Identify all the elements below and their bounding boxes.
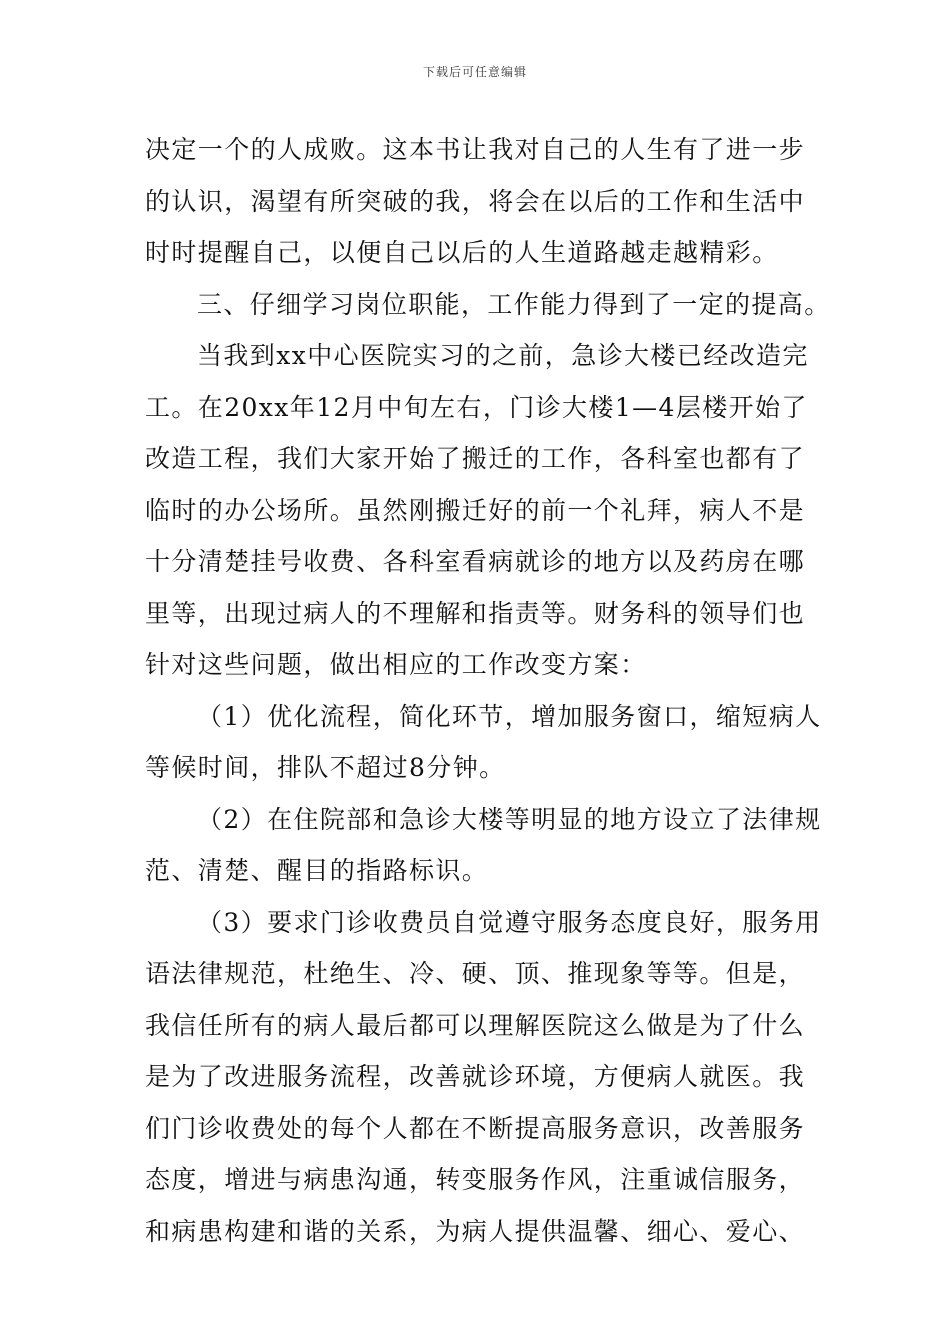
text-line: 里等，出现过病人的不理解和指责等。财务科的领导们也	[145, 598, 806, 628]
page-header: 下载后可任意编辑	[422, 65, 527, 79]
text-line: 的认识，渴望有所突破的我，将会在以后的工作和生活中	[145, 186, 806, 216]
text-line: 工。在20xx年12月中旬左右，门诊大楼1—4层楼开始了	[145, 392, 808, 422]
text-line: （3）要求门诊收费员自觉遵守服务态度良好，服务用	[197, 907, 822, 937]
text-line: 针对这些问题，做出相应的工作改变方案：	[145, 650, 647, 679]
text-line: 当我到xx中心医院实习的之前，急诊大楼已经改造完	[197, 341, 809, 370]
text-line: 三、仔细学习岗位职能，工作能力得到了一定的提高。	[197, 289, 831, 319]
text-line: 语法律规范，杜绝生、冷、硬、顶、推现象等等。但是，	[145, 959, 806, 988]
text-line: 范、清楚、醒目的指路标识。	[145, 856, 489, 885]
text-line: 十分清楚挂号收费、各科室看病就诊的地方以及药房在哪	[145, 547, 806, 576]
text-line: 们门诊收费处的每个人都在不断提高服务意识，改善服务	[145, 1113, 806, 1143]
text-line: 我信任所有的病人最后都可以理解医院这么做是为了什么	[145, 1010, 806, 1040]
document-body	[145, 124, 831, 1257]
text-line: 和病患构建和谐的关系，为病人提供温馨、细心、爱心、	[145, 1216, 806, 1246]
text-line: 是为了改进服务流程，改善就诊环境，方便病人就医。我	[145, 1062, 806, 1091]
text-line: （2）在住院部和急诊大楼等明显的地方设立了法律规	[197, 804, 822, 834]
text-line: 态度，增进与病患沟通，转变服务作风，注重诚信服务，	[145, 1165, 806, 1194]
text-line: 改造工程，我们大家开始了搬迁的工作，各科室也都有了	[145, 444, 806, 473]
text-line: （1）优化流程，简化环节，增加服务窗口，缩短病人	[197, 701, 822, 731]
text-line: 决定一个的人成败。这本书让我对自己的人生有了进一步	[145, 135, 806, 164]
text-line: 时时提醒自己，以便自己以后的人生道路越走越精彩。	[145, 238, 779, 267]
text-line: 等候时间，排队不超过8分钟。	[145, 753, 506, 782]
text-line: 临时的办公场所。虽然刚搬迁好的前一个礼拜，病人不是	[145, 495, 806, 525]
